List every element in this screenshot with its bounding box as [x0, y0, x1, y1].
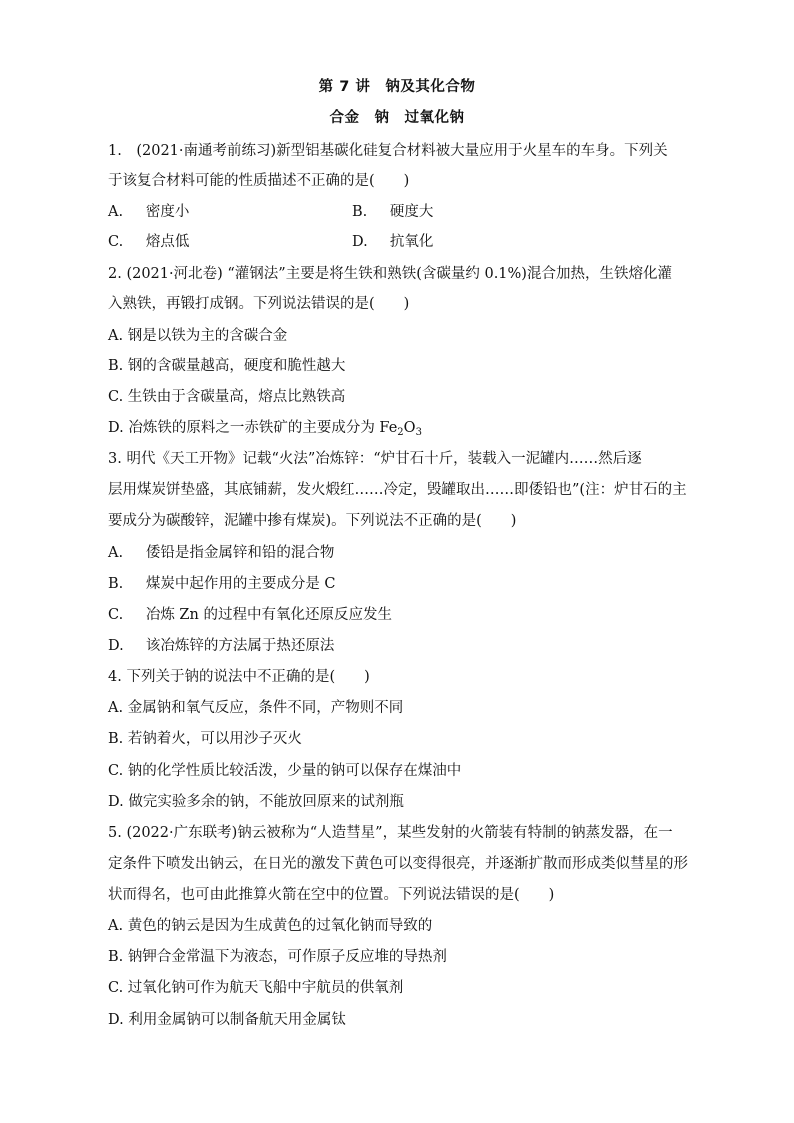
option-text: 生铁由于含碳量高，熔点比熟铁高	[127, 389, 346, 405]
option-label: D.	[108, 1012, 124, 1028]
option-text: 冶炼 Zn 的过程中有氧化还原反应发生	[145, 607, 392, 623]
q3-option-d	[108, 636, 718, 656]
q2-stem-line-1: 2. (2021·河北卷) “灌钢法”主要是将生铁和熟铁(含碳量约 0.1%)混合加热，生铁熔化灌	[108, 266, 672, 282]
subscript: 3	[415, 427, 422, 438]
subscript: 2	[397, 427, 404, 438]
q5-stem-line-2: 定条件下喷发出钠云，在日光的激发下黄色可以变得很亮，并逐渐扩散而形成类似彗星的形	[108, 856, 688, 872]
option-label: C.	[108, 763, 124, 779]
option-text: 若钠着火，可以用沙子灭火	[127, 731, 302, 747]
option-text: 倭铅是指金属锌和铅的混合物	[145, 545, 335, 561]
page-title: 第 7 讲 钠及其化合物	[318, 79, 476, 95]
option-text: 过氧化钠可作为航天飞船中宇航员的供氧剂	[127, 980, 404, 996]
option-text: 钢是以铁为主的含碳合金	[127, 328, 288, 344]
option-text: 钠钾合金常温下为液态，可作原子反应堆的导热剂	[127, 949, 447, 965]
q4-option-c	[108, 761, 718, 781]
option-label: C.	[108, 607, 124, 623]
q5-stem-line-3: 状而得名，也可由此推算火箭在空中的位置。下列说法错误的是( )	[108, 887, 555, 903]
option-label: A.	[108, 700, 124, 716]
option-text: 利用金属钠可以制备航天用金属钛	[128, 1012, 346, 1028]
option-label: C.	[108, 980, 124, 996]
q4-stem: 4. 下列关于钠的说法中不正确的是( )	[108, 669, 370, 685]
option-text: 熔点低	[145, 234, 190, 250]
q1-stem-line-1: 1. (2021·南通考前练习)新型铝基碳化硅复合材料被大量应用于火星车的车身。下列关	[108, 143, 668, 159]
option-label: D.	[108, 420, 124, 436]
option-text: 硬度大	[389, 204, 434, 220]
q2-stem-line-2: 入熟铁，再锻打成钢。下列说法错误的是( )	[108, 296, 410, 312]
option-label: D.	[352, 234, 368, 250]
q4-option-b	[108, 729, 718, 749]
option-text: 金属钠和氧气反应，条件不同，产物则不同	[127, 700, 404, 716]
q3-stem-line-3: 要成分为碳酸锌，泥罐中掺有煤炭)。下列说法不正确的是( )	[108, 513, 517, 529]
q3-stem-line-2: 层用煤炭饼垫盛，其底铺薪，发火煅红……冷定，毁罐取出……即倭铅也”(注：炉甘石的主	[108, 482, 687, 498]
option-label: C.	[108, 389, 124, 405]
q2-option-c	[108, 387, 718, 407]
option-text: 钠的化学性质比较活泼，少量的钠可以保存在煤油中	[127, 763, 462, 779]
option-text: 抗氧化	[389, 234, 434, 250]
q3-option-b	[108, 574, 718, 594]
q3-option-a	[108, 543, 718, 563]
q5-option-a	[108, 916, 718, 936]
option-label: A.	[108, 545, 124, 561]
q5-stem-line-1: 5. (2022·广东联考)钠云被称为“人造彗星”，某些发射的火箭装有特制的钠蒸发器，在一	[108, 825, 673, 841]
q5-option-c	[108, 978, 718, 998]
q4-option-a	[108, 698, 718, 718]
option-label: B.	[108, 949, 124, 965]
option-label: B.	[352, 204, 368, 220]
option-text: 密度小	[145, 204, 190, 220]
q5-option-b	[108, 947, 718, 967]
option-label: C.	[108, 234, 124, 250]
option-label: A.	[108, 204, 124, 220]
q1-option-b	[352, 202, 652, 222]
option-label: D.	[108, 638, 124, 654]
page-subtitle: 合金 钠 过氧化钠	[329, 110, 465, 126]
formula-part: O	[403, 420, 416, 436]
q2-option-d	[108, 418, 718, 438]
option-label: D.	[108, 794, 124, 810]
q3-stem-line-1: 3. 明代《天工开物》记载“火法”冶炼锌：“炉甘石十斤，装载入一泥罐内……然后逐	[108, 451, 642, 467]
option-text: 冶炼铁的原料之一赤铁矿的主要成分为 Fe	[128, 420, 398, 436]
option-label: A.	[108, 328, 124, 344]
q5-option-d	[108, 1010, 718, 1030]
option-label: B.	[108, 358, 124, 374]
option-text: 煤炭中起作用的主要成分是 C	[145, 576, 336, 592]
option-text: 黄色的钠云是因为生成黄色的过氧化钠而导致的	[127, 918, 433, 934]
option-label: A.	[108, 918, 124, 934]
option-label: B.	[108, 731, 124, 747]
q3-option-c	[108, 605, 718, 625]
q2-option-a	[108, 326, 718, 346]
option-text: 该冶炼锌的方法属于热还原法	[145, 638, 335, 654]
q1-stem-line-2: 于该复合材料可能的性质描述不正确的是( )	[108, 173, 410, 189]
option-text: 做完实验多余的钠，不能放回原来的试剂瓶	[128, 794, 404, 810]
option-text: 钢的含碳量越高，硬度和脆性越大	[127, 358, 346, 374]
q1-option-d	[352, 232, 652, 252]
option-label: B.	[108, 576, 124, 592]
q4-option-d	[108, 792, 718, 812]
q2-option-b	[108, 356, 718, 376]
